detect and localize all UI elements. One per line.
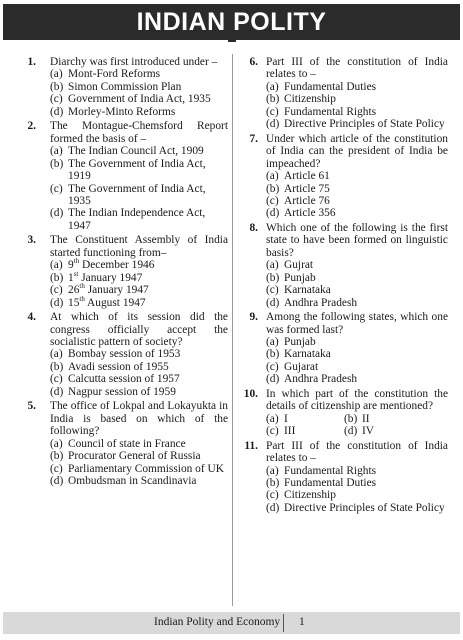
option-text: Fundamental Rights [284,464,377,477]
answer-option [50,284,228,296]
answer-option [266,413,344,425]
option-label: (c) [50,182,63,195]
answer-option [50,158,228,183]
question-item [14,400,228,487]
footer-bar [3,612,460,634]
column-divider [232,54,233,606]
option-text: The Government of India Act, 1919 [68,157,206,183]
option-label: (b) [266,271,280,284]
option-text: Article 356 [284,207,336,220]
answer-option [50,145,228,157]
answer-option [50,361,228,373]
option-label: (b) [266,348,280,361]
option-text: The Government of India Act, 1935 [68,182,206,207]
question-item [236,222,448,309]
answer-option [50,81,228,93]
answer-option [266,348,448,360]
answer-option [266,284,448,296]
option-text: Citizenship [284,489,336,502]
option-ordinal: th [79,282,85,291]
answer-option [266,373,448,385]
option-label: (d) [50,385,64,398]
option-label: (a) [266,335,279,348]
answer-option [266,207,448,219]
option-text: Fundamental Duties [284,476,377,489]
option-text: Calcutta session of 1957 [68,373,180,386]
option-text: Gujrat [284,259,314,272]
option-label: (c) [266,489,279,502]
option-text: The Indian Independence Act, 1947 [68,207,206,232]
option-label: (a) [266,170,279,183]
left-column [14,56,228,489]
header-notch [228,39,236,42]
option-label: (b) [266,476,280,489]
option-label: (a) [266,259,279,272]
answer-option [266,477,448,489]
answer-option [50,386,228,398]
option-label: (a) [50,68,63,81]
question-number: 6. [249,56,258,68]
option-label: (c) [266,105,279,118]
answer-option [50,207,228,232]
option-text: Article 61 [284,170,330,183]
option-label: (c) [266,284,279,297]
footer-title: Indian Polity and Economy [154,616,281,628]
option-text: The Indian Council Act, 1909 [68,145,204,158]
right-column [236,56,448,516]
answer-option [266,170,448,182]
option-label: (b) [266,93,280,106]
option-label: (d) [266,296,280,309]
question-item [236,388,448,438]
option-text: Citizenship [284,93,336,106]
answer-option [266,93,448,105]
option-text: January 1947 [78,271,143,284]
option-text: Bombay session of 1953 [68,348,181,361]
option-label: (a) [266,412,279,425]
answer-option [266,361,448,373]
option-text: Fundamental Rights [284,105,377,118]
answer-option [50,438,228,450]
option-ordinal: st [73,269,79,278]
question-item [14,120,228,232]
option-label: (a) [50,259,63,272]
option-label: (b) [344,412,358,425]
header-bar [3,4,460,40]
option-text: Article 75 [284,182,330,195]
option-label: (a) [266,80,279,93]
option-text: Gujarat [284,360,319,373]
option-text: Mont-Ford Reforms [68,68,161,81]
option-text: Morley-Minto Reforms [68,105,176,118]
option-text: Parliamentary Commission of UK [68,462,224,475]
option-text: Karnataka [284,284,331,297]
option-text: Procurator General of Russia [68,450,201,463]
question-number: 1. [27,56,36,68]
option-text: III [284,425,296,438]
option-text: Fundamental Duties [284,80,377,93]
option-label: (d) [50,474,64,487]
question-text: Under which article of the constitution of India can the president of India be impeached? [266,132,448,170]
question-item [236,440,448,515]
footer-separator [283,614,284,632]
question-text: Which one of the following is the first state to have been formed on linguistic basis? [266,221,448,259]
answer-option [266,297,448,309]
question-text: At which of its session did the congress officially accept the socialistic pattern of society? [50,311,228,348]
option-text: January 1947 [84,284,149,297]
option-row [266,413,448,425]
answer-option [344,425,422,437]
option-day: 1 [68,271,74,284]
option-label: (c) [50,93,63,106]
question-text: Part III of the constitution of India relates to – [266,439,448,465]
option-label: (a) [266,464,279,477]
option-text: Andhra Pradesh [284,373,358,386]
answer-option [50,475,228,487]
option-text: Article 76 [284,194,330,207]
answer-option [266,195,448,207]
option-text: Nagpur session of 1959 [68,385,176,398]
question-number: 9. [249,311,258,324]
option-text: IV [362,425,375,438]
option-label: (b) [266,182,280,195]
answer-option [344,413,422,425]
option-text: Ombudsman in Scandinavia [68,474,197,487]
answer-option [50,183,228,208]
question-number: 4. [27,311,36,324]
answer-option [50,269,228,284]
question-number: 3. [27,234,36,247]
answer-option [266,502,448,514]
option-label: (c) [50,373,63,386]
question-item [236,311,448,386]
answer-option [50,93,228,105]
question-text: Part III of the constitution of India relates to – [266,56,448,81]
answer-option [266,489,448,501]
answer-option [50,294,228,309]
option-text: Simon Commission Plan [68,80,182,93]
question-number: 5. [27,400,36,413]
question-number: 2. [27,120,36,133]
question-text: Diarchy was first introduced under – [50,56,218,68]
option-label: (c) [266,360,279,373]
answer-option [50,68,228,80]
option-label: (d) [266,501,280,514]
answer-option [266,118,448,130]
question-text: In which part of the constitution the details of citizenship are mentioned? [266,387,448,413]
option-label: (d) [50,296,64,309]
option-day: 26 [68,284,80,297]
option-label: (c) [266,425,279,438]
question-item [14,234,228,309]
page-number: 1 [299,616,305,628]
option-text: Punjab [284,271,316,284]
option-text: December 1946 [79,259,155,272]
question-item [14,56,228,118]
option-text: Council of state in France [68,437,186,450]
option-ordinal: th [73,257,80,266]
answer-option [50,463,228,475]
question-item [236,133,448,220]
option-text: Karnataka [284,348,331,361]
page-title: INDIAN POLITY [136,7,327,36]
question-text: Among the following states, which one was formed last? [266,311,448,336]
answer-option [266,106,448,118]
option-label: (b) [50,450,64,463]
option-label: (b) [50,157,64,170]
question-number: 10. [243,387,258,400]
option-label: (d) [266,207,280,220]
option-row [266,425,448,437]
option-label: (c) [266,194,279,207]
option-text: II [362,412,370,425]
option-label: (c) [50,462,63,475]
option-day: 9 [68,259,74,272]
option-label: (a) [50,437,63,450]
question-number: 8. [249,221,258,234]
option-label: (b) [50,80,64,93]
option-label: (b) [50,271,64,284]
answer-option [266,183,448,195]
option-label: (c) [50,284,63,297]
option-label: (d) [266,118,280,131]
question-item [236,56,448,131]
answer-option [50,373,228,385]
answer-option [266,425,344,437]
option-label: (b) [50,360,64,373]
option-label: (d) [266,373,280,386]
question-number: 7. [249,132,258,145]
option-label: (d) [50,207,64,220]
answer-option [266,272,448,284]
answer-option [266,259,448,271]
question-text: The Montague-Chemsford Report formed the basis of – [50,120,228,145]
option-label: (d) [344,425,358,438]
question-number: 11. [244,439,258,452]
question-text: The Constituent Assembly of India started functioning from– [50,234,228,259]
answer-option [50,450,228,462]
option-label: (d) [50,105,64,118]
option-text: I [284,412,288,425]
option-day: 15 [68,296,80,309]
option-text: Avadi session of 1955 [68,360,169,373]
option-text: Punjab [284,335,316,348]
answer-option [50,106,228,118]
question-item [14,311,228,398]
answer-option [266,81,448,93]
option-label: (a) [50,145,63,158]
option-text: Directive Principles of State Policy [284,501,445,514]
answer-option [50,348,228,360]
answer-option [266,465,448,477]
question-text: The office of Lokpal and Lokayukta in India is based on which of the following? [50,400,228,438]
option-ordinal: th [79,294,85,303]
option-text: August 1947 [84,296,146,309]
answer-option [266,336,448,348]
option-text: Directive Principles of State Policy [284,118,445,131]
option-text: Government of India Act, 1935 [68,93,211,106]
option-label: (a) [50,348,63,361]
option-text: Andhra Pradesh [284,296,358,309]
